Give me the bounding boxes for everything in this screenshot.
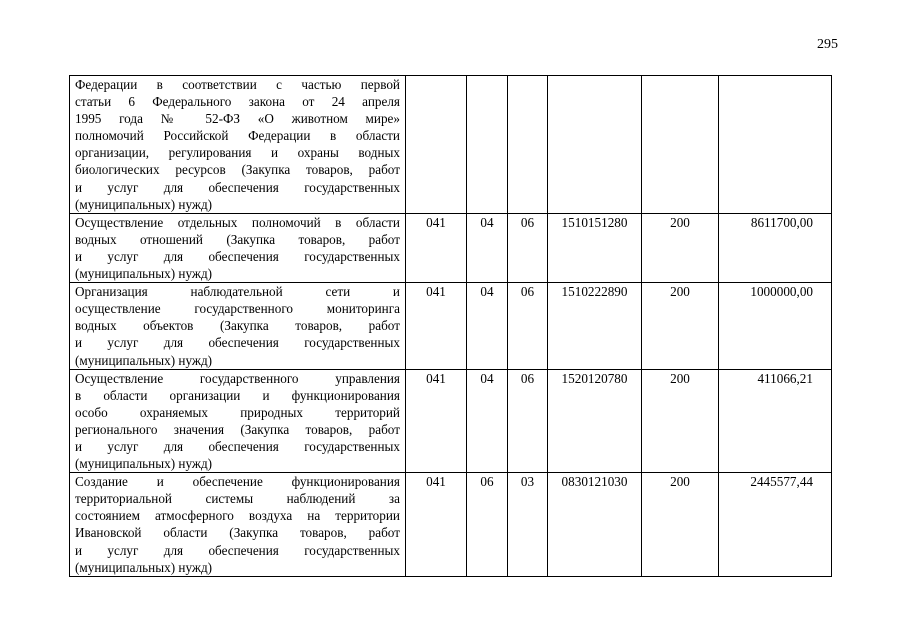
expense-name-line: 1995 года № 52-ФЗ «О животном мире»: [75, 111, 400, 127]
ministry-code-cell: [406, 76, 467, 214]
amount-cell: 8611700,00: [719, 213, 832, 282]
table-row: [70, 283, 832, 369]
amount-cell: 2445577,44: [719, 473, 832, 577]
ministry-code-cell: 041: [406, 213, 467, 282]
expense-name-line: состоянием атмосферного воздуха на территории: [75, 508, 400, 524]
expense-name-line: (муниципальных) нужд): [75, 196, 213, 212]
ministry-code-cell: 041: [406, 283, 467, 369]
expense-name-line: статьи 6 Федерального закона от 24 апреля: [75, 94, 400, 110]
expense-name-line: (муниципальных) нужд): [75, 266, 213, 282]
ministry-code-cell: 041: [406, 473, 467, 577]
table-row: [70, 369, 832, 473]
subsection-code-cell: [508, 76, 548, 214]
table-row: [70, 473, 832, 577]
expense-type-cell: [642, 76, 719, 214]
expense-name-line: осуществление государственного мониторинга: [75, 301, 400, 317]
expense-name-line: (муниципальных) нужд): [75, 456, 213, 472]
expense-name-cell: [70, 213, 406, 282]
amount-cell: [719, 76, 832, 214]
expense-name-line: и услуг для обеспечения государственных: [75, 248, 400, 264]
amount-cell: 1000000,00: [719, 283, 832, 369]
subsection-code-cell: 06: [508, 283, 548, 369]
expense-name-line: Осуществление государственного управления: [75, 370, 400, 386]
target-article-cell: 0830121030: [548, 473, 642, 577]
expense-name-line: особо охраняемых природных территорий: [75, 404, 400, 420]
target-article-cell: 1510222890: [548, 283, 642, 369]
page-number: 295: [817, 37, 838, 52]
expense-type-cell: 200: [642, 369, 719, 473]
target-article-cell: 1510151280: [548, 213, 642, 282]
expense-name-line: Федерации в соответствии с частью первой: [75, 77, 400, 92]
expense-name-line: в области организации и функционирования: [75, 387, 400, 403]
expense-name-line: (муниципальных) нужд): [75, 559, 213, 575]
expense-name-line: Создание и обеспечение функционирования: [75, 474, 400, 490]
subsection-code-cell: 06: [508, 369, 548, 473]
target-article-cell: [548, 76, 642, 214]
expense-name-cell: [70, 283, 406, 369]
section-code-cell: 04: [467, 369, 508, 473]
expense-name-line: водных объектов (Закупка товаров, работ: [75, 318, 400, 334]
section-code-cell: 04: [467, 213, 508, 282]
section-code-cell: [467, 76, 508, 214]
expense-type-cell: 200: [642, 283, 719, 369]
subsection-code-cell: 06: [508, 213, 548, 282]
expense-name-line: территориальной системы наблюдений за: [75, 491, 400, 507]
expense-name-line: и услуг для обеспечения государственных: [75, 335, 400, 351]
expense-name-line: полномочий Российской Федерации в области: [75, 128, 400, 144]
expense-type-cell: 200: [642, 473, 719, 577]
expense-name-line: регионального значения (Закупка товаров, работ: [75, 421, 400, 437]
expense-name-cell: [70, 369, 406, 473]
target-article-cell: 1520120780: [548, 369, 642, 473]
table-row: [70, 213, 832, 282]
expense-type-cell: 200: [642, 213, 719, 282]
expense-name-line: и услуг для обеспечения государственных: [75, 438, 400, 454]
section-code-cell: 04: [467, 283, 508, 369]
budget-table-body: [70, 76, 832, 577]
expense-name-line: Осуществление отдельных полномочий в области: [75, 214, 400, 230]
section-code-cell: 06: [467, 473, 508, 577]
expense-name-line: Ивановской области (Закупка товаров, работ: [75, 525, 400, 541]
expense-name-line: биологических ресурсов (Закупка товаров, работ: [75, 162, 400, 178]
ministry-code-cell: 041: [406, 369, 467, 473]
amount-cell: 411066,21: [719, 369, 832, 473]
expense-name-line: водных отношений (Закупка товаров, работ: [75, 231, 400, 247]
expense-name-cell: [70, 76, 406, 214]
expense-name-cell: [70, 473, 406, 577]
expense-name-line: и услуг для обеспечения государственных: [75, 542, 400, 558]
expense-name-line: Организация наблюдательной сети и: [75, 284, 400, 300]
subsection-code-cell: 03: [508, 473, 548, 577]
table-row: [70, 76, 832, 214]
expense-name-line: организации, регулирования и охраны водных: [75, 145, 400, 161]
expense-name-line: (муниципальных) нужд): [75, 352, 213, 368]
budget-table: [69, 75, 832, 577]
expense-name-line: и услуг для обеспечения государственных: [75, 179, 400, 195]
